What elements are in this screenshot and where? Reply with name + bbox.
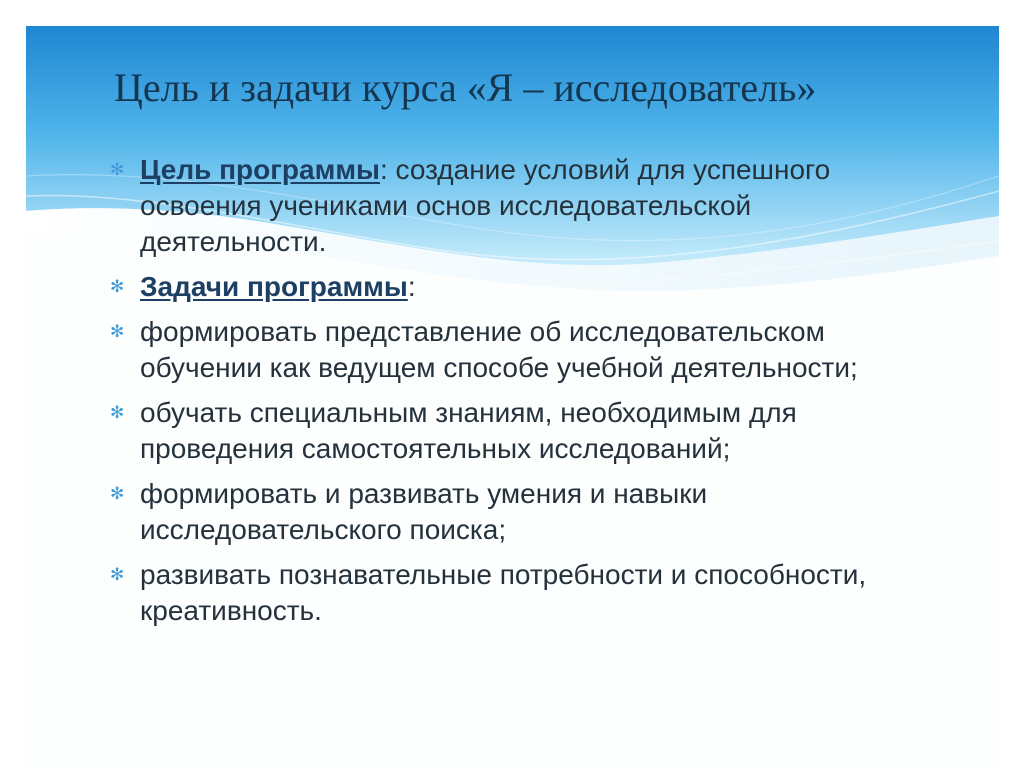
item-heading: Цель программы	[140, 154, 380, 185]
item-text: развивать познавательные потребности и способности, креативность.	[140, 559, 867, 626]
asterisk-bullet-icon: ✻	[110, 160, 125, 180]
item-text: формировать и развивать умения и навыки исследовательского поиска;	[140, 478, 708, 545]
slide-title: Цель и задачи курса «Я – исследователь»	[114, 65, 817, 110]
item-text: обучать специальным знаниям, необходимым для проведения самостоятельных исследований;	[140, 397, 797, 464]
item-heading-suffix: :	[407, 271, 416, 302]
asterisk-bullet-icon: ✻	[110, 322, 125, 342]
list-item	[110, 557, 910, 629]
list-item	[110, 395, 910, 467]
item-text: создание условий для успешного освоения учениками основ исследовательской деятельности.	[140, 154, 831, 257]
list-item	[110, 314, 910, 386]
asterisk-bullet-icon: ✻	[110, 277, 125, 297]
slide	[26, 26, 999, 768]
asterisk-bullet-icon: ✻	[110, 565, 125, 585]
list-item	[110, 476, 910, 548]
asterisk-bullet-icon: ✻	[110, 484, 125, 504]
list-item	[110, 152, 910, 260]
asterisk-bullet-icon: ✻	[110, 403, 125, 423]
item-heading-suffix: :	[379, 154, 396, 185]
item-heading: Задачи программы	[140, 271, 408, 302]
list-item	[110, 269, 910, 305]
item-text: формировать представление об исследовательском обучении как ведущем способе учебной деятельности;	[140, 316, 858, 383]
bullet-list	[110, 152, 910, 638]
